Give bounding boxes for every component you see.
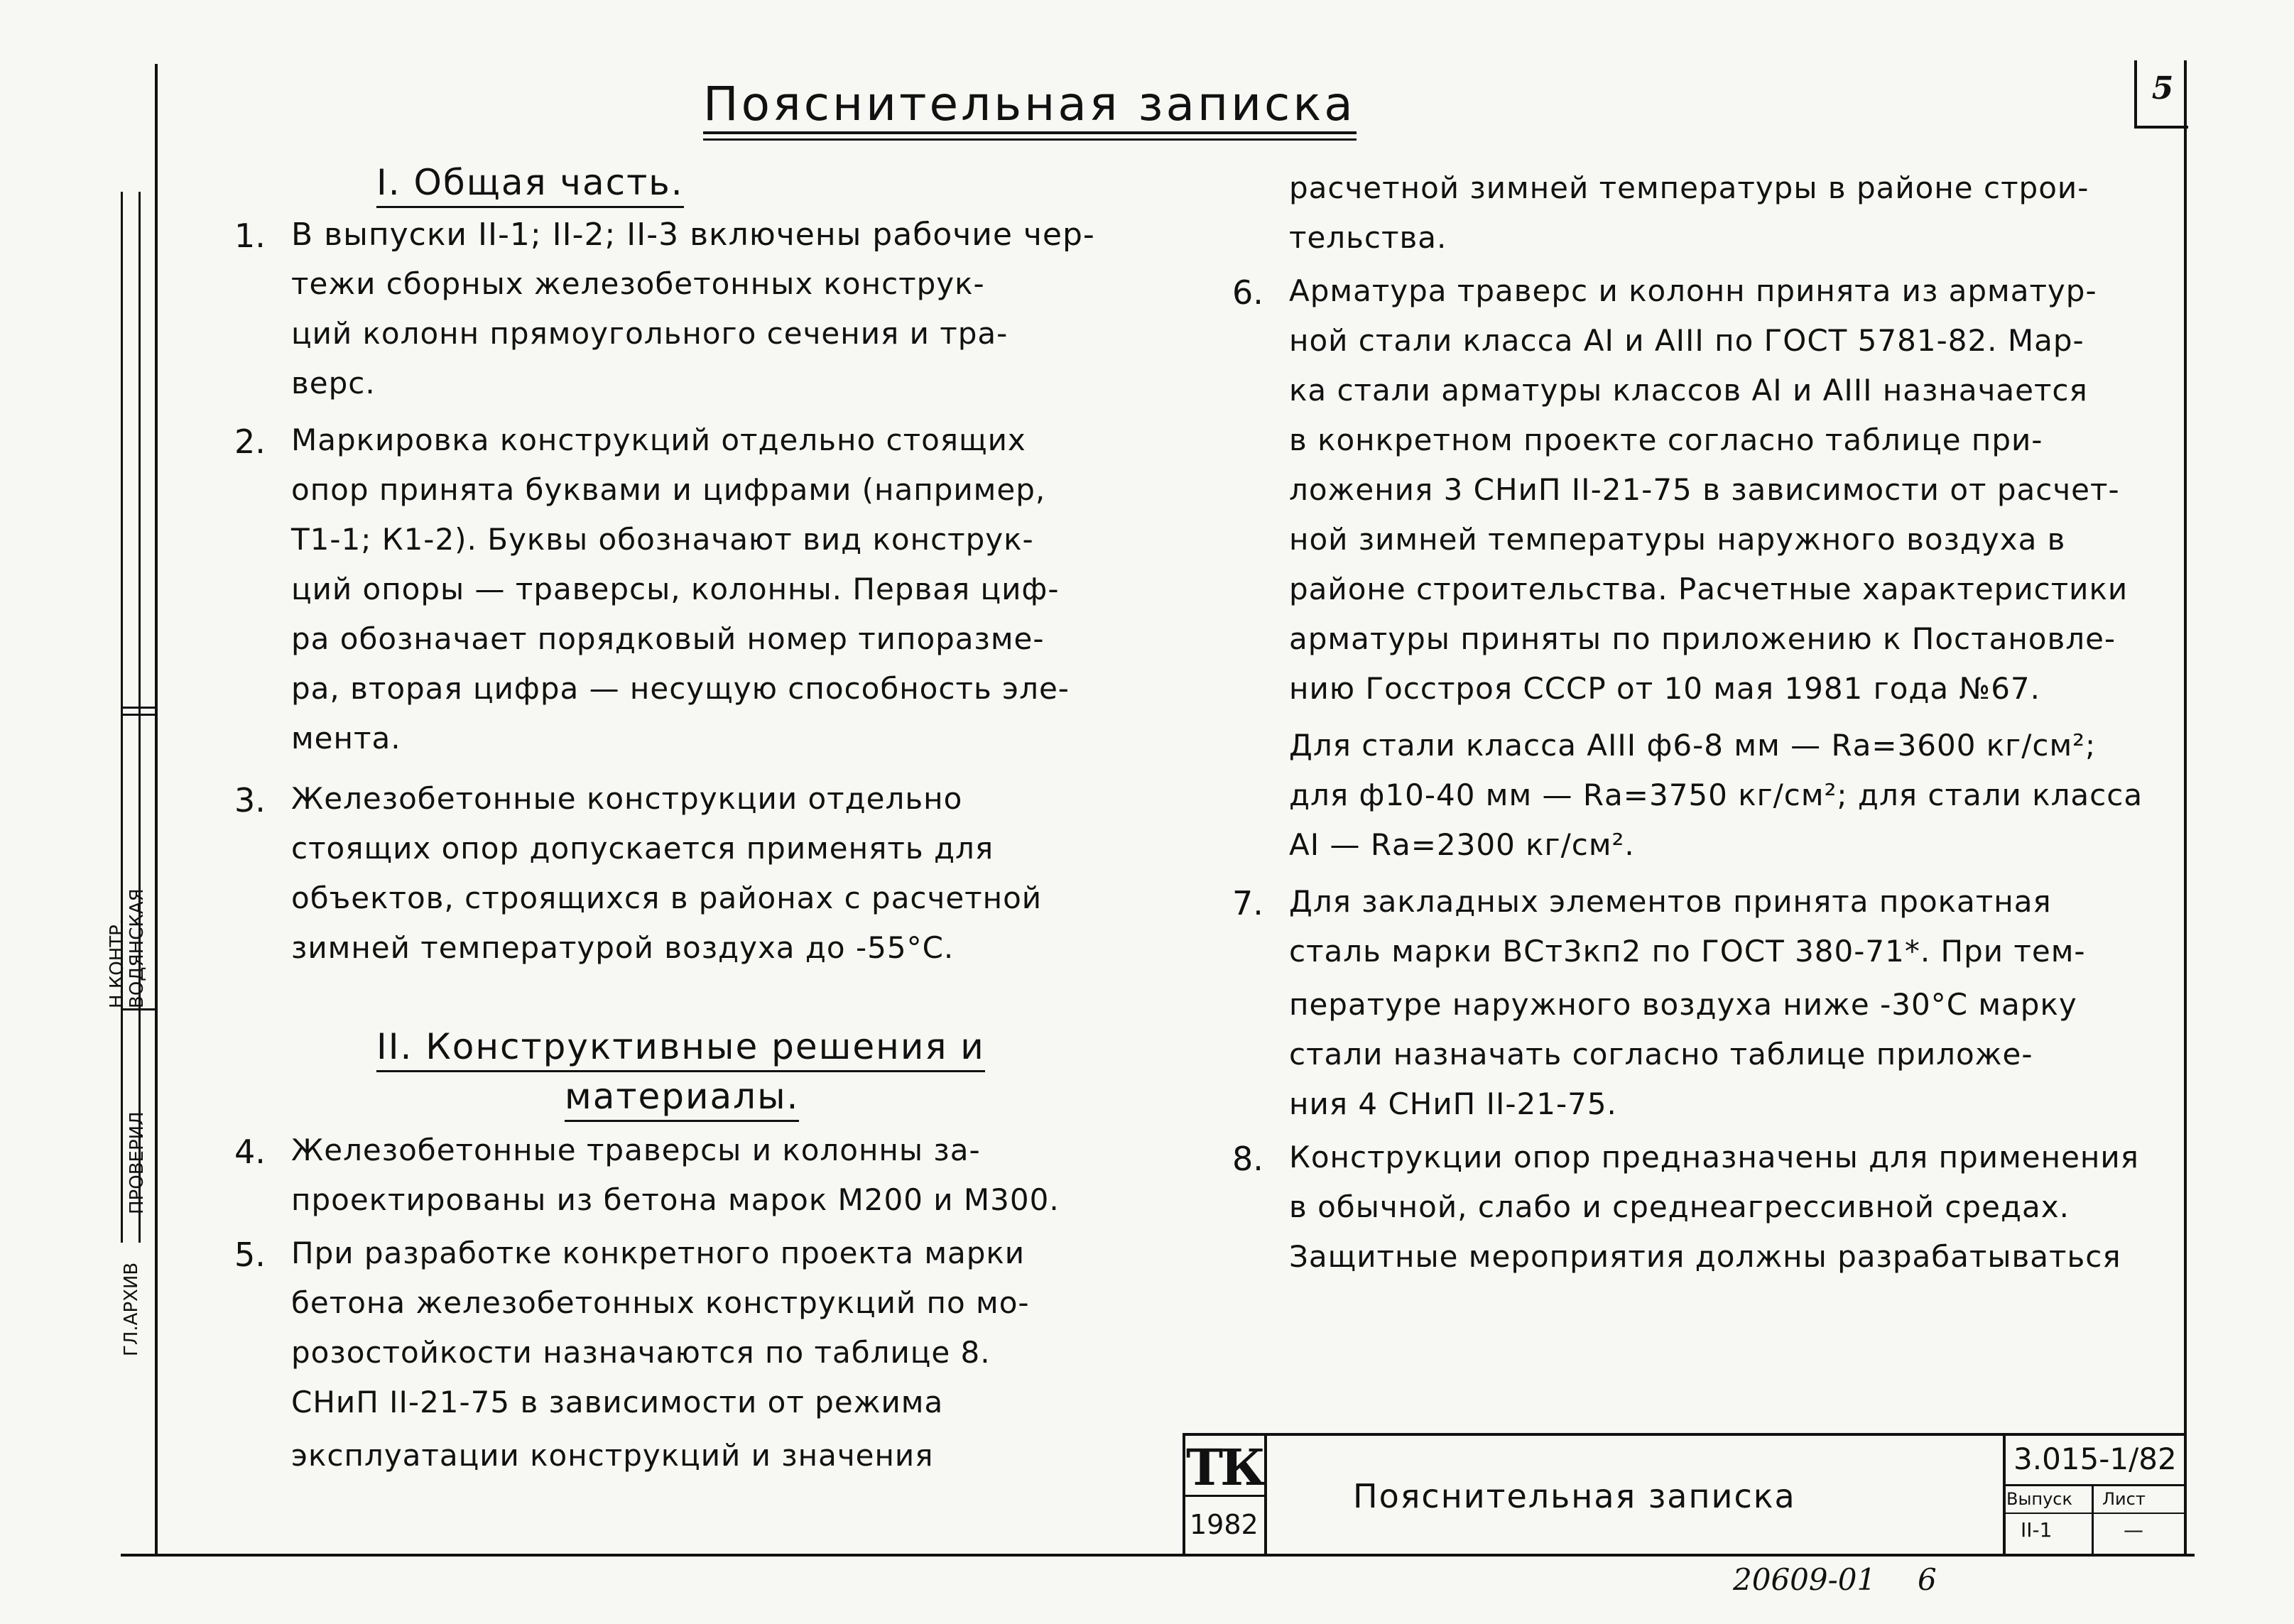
- side-stamp-arhiv: ГЛ.АРХИВ: [121, 1262, 142, 1356]
- item-line: тежи сборных железобетонных конструк-: [291, 266, 985, 301]
- item-number: 4.: [234, 1133, 266, 1171]
- side-stamp-divider: [121, 707, 156, 709]
- item-line: верс.: [291, 366, 376, 400]
- title-block-code-divider: [2003, 1433, 2006, 1555]
- page-title: Пояснительная записка: [703, 77, 1356, 131]
- side-stamp-column: [138, 192, 141, 1243]
- item-line: сталь марки ВСт3кп2 по ГОСТ 380-71*. При тем-: [1289, 934, 2086, 969]
- title-block-sheet-value: —: [2124, 1518, 2143, 1542]
- item-line: опор принята буквами и цифрами (например,: [291, 472, 1046, 507]
- title-underline: [703, 138, 1357, 141]
- item-line: нию Госстроя СССР от 10 мая 1981 года №67.: [1289, 671, 2040, 706]
- item-line: ния 4 СНиП II-21-75.: [1289, 1086, 1617, 1121]
- side-stamp-nach-otd: Н.КОНТР.: [107, 918, 128, 1008]
- item-line: АI — Rа=2300 кг/см².: [1289, 827, 1635, 862]
- side-stamp-proveril: ПРОВЕРИЛ: [126, 1111, 148, 1214]
- title-underline: [703, 131, 1357, 134]
- inventory-number: 20609-01: [1733, 1562, 1876, 1597]
- item-number: 8.: [1232, 1140, 1263, 1178]
- frame-right-border: [2184, 60, 2187, 1555]
- section-heading-constructive: [376, 1026, 985, 1072]
- section-heading-text: II. Конструктивные решения и: [376, 1026, 985, 1067]
- title-block-sheet-label: Лист: [2102, 1489, 2146, 1509]
- frame-bottom-border: [121, 1554, 2195, 1557]
- title-block-issue-value: II-1: [2021, 1518, 2053, 1542]
- item-line: ной стали класса АI и АIII по ГОСТ 5781-82. Мар-: [1289, 323, 2084, 358]
- section-heading-general: [376, 162, 684, 208]
- item-number: 1.: [234, 217, 266, 255]
- title-block-label-underline: [2003, 1513, 2185, 1514]
- item-line: розостойкости назначаются по таблице 8.: [291, 1335, 991, 1370]
- item-line: проектированы из бетона марок М200 и М300.: [291, 1182, 1060, 1217]
- title-block-left: [1183, 1433, 1185, 1555]
- item-line: ложения 3 СНиП II-21-75 в зависимости от расчет-: [1289, 472, 2120, 507]
- side-stamp-divider: [121, 714, 156, 716]
- heading-underline: [376, 1070, 985, 1072]
- item-line: ра, вторая цифра — несущую способность эле-: [291, 671, 1070, 706]
- item-line: зимней температурой воздуха до -55°С.: [291, 930, 955, 965]
- footer-page: 6: [1918, 1562, 1937, 1597]
- item-line: для ф10-40 мм — Rа=3750 кг/см²; для стали класса: [1289, 778, 2143, 812]
- item-line: ра обозначает порядковый номер типоразме-: [291, 621, 1045, 656]
- heading-underline: [376, 206, 684, 208]
- item-line: тельства.: [1289, 220, 1447, 255]
- item-number: 5.: [234, 1236, 266, 1274]
- item-line: расчетной зимней температуры в районе строи-: [1289, 170, 2089, 205]
- item-line: Т1-1; К1-2). Буквы обозначают вид конструк-: [291, 522, 1034, 557]
- title-block-code-underline: [2003, 1484, 2185, 1486]
- page-number: 5: [2134, 60, 2188, 129]
- item-number: 3.: [234, 781, 266, 819]
- tk-logo: ТК: [1186, 1438, 1263, 1497]
- side-stamp-vodyanskaya: ВОДЯНСКАЯ: [126, 888, 148, 1008]
- item-number: 2.: [234, 423, 266, 461]
- section-heading-text: материалы.: [565, 1076, 800, 1117]
- title-block-issue-label: Выпуск: [2006, 1489, 2072, 1509]
- item-line: Маркировка конструкций отдельно стоящих: [291, 423, 1026, 457]
- section-heading-text: I. Общая часть.: [376, 162, 684, 203]
- side-stamp-divider: [121, 1008, 156, 1010]
- item-line: При разработке конкретного проекта марки: [291, 1236, 1026, 1270]
- item-line: в конкретном проекте согласно таблице при-: [1289, 423, 2043, 457]
- item-line: стали назначать согласно таблице приложе-: [1289, 1037, 2033, 1072]
- item-number: 7.: [1232, 884, 1263, 922]
- item-line: в обычной, слабо и среднеагрессивной средах.: [1289, 1189, 2070, 1224]
- item-line: ций опоры — траверсы, колонны. Первая циф-: [291, 572, 1060, 606]
- section-heading-materials: [565, 1076, 799, 1122]
- heading-underline: [565, 1120, 799, 1122]
- item-line: районе строительства. Расчетные характеристики: [1289, 572, 2129, 606]
- item-line: ций колонн прямоугольного сечения и тра-: [291, 316, 1009, 351]
- title-block-issue-divider: [2092, 1484, 2094, 1555]
- side-stamp-border: [121, 192, 123, 1243]
- item-line: Железобетонные траверсы и колонны за-: [291, 1133, 981, 1167]
- item-line: арматуры приняты по приложению к Постановле-: [1289, 621, 2116, 656]
- item-line: Конструкции опор предназначены для применения: [1289, 1140, 2139, 1175]
- item-line: СНиП II-21-75 в зависимости от режима: [291, 1385, 944, 1419]
- item-line: Арматура траверс и колонн принята из арматур-: [1289, 273, 2097, 308]
- item-line: Защитные мероприятия должны разрабатываться: [1289, 1239, 2121, 1274]
- item-line: ной зимней температуры наружного воздуха в: [1289, 522, 2066, 557]
- item-line: объектов, строящихся в районах с расчетной: [291, 881, 1043, 915]
- title-block-doc-title: Пояснительная записка: [1353, 1477, 1796, 1515]
- title-block-top: [1183, 1433, 2185, 1436]
- item-line: Для стали класса АIII ф6-8 мм — Rа=3600 кг/см²;: [1289, 728, 2097, 763]
- item-line: пературе наружного воздуха ниже -30°С марку: [1289, 987, 2077, 1022]
- title-block-code: 3.015-1/82: [2013, 1442, 2177, 1476]
- item-line: В выпуски II-1; II-2; II-3 включены рабочие чер-: [291, 217, 1095, 253]
- item-line: Железобетонные конструкции отдельно: [291, 781, 963, 816]
- frame-left-border: [155, 64, 158, 1555]
- item-line: бетона железобетонных конструкций по мо-: [291, 1285, 1030, 1320]
- item-line: эксплуатации конструкций и значения: [291, 1438, 934, 1473]
- item-line: ка стали арматуры классов АI и АIII назначается: [1289, 373, 2088, 408]
- item-line: Для закладных элементов принята прокатная: [1289, 884, 2052, 919]
- item-line: стоящих опор допускается применять для: [291, 831, 994, 866]
- title-block-year: 1982: [1190, 1509, 1259, 1540]
- title-block-logo-divider: [1264, 1433, 1267, 1555]
- item-number: 6.: [1232, 273, 1263, 312]
- item-line: мента.: [291, 721, 401, 756]
